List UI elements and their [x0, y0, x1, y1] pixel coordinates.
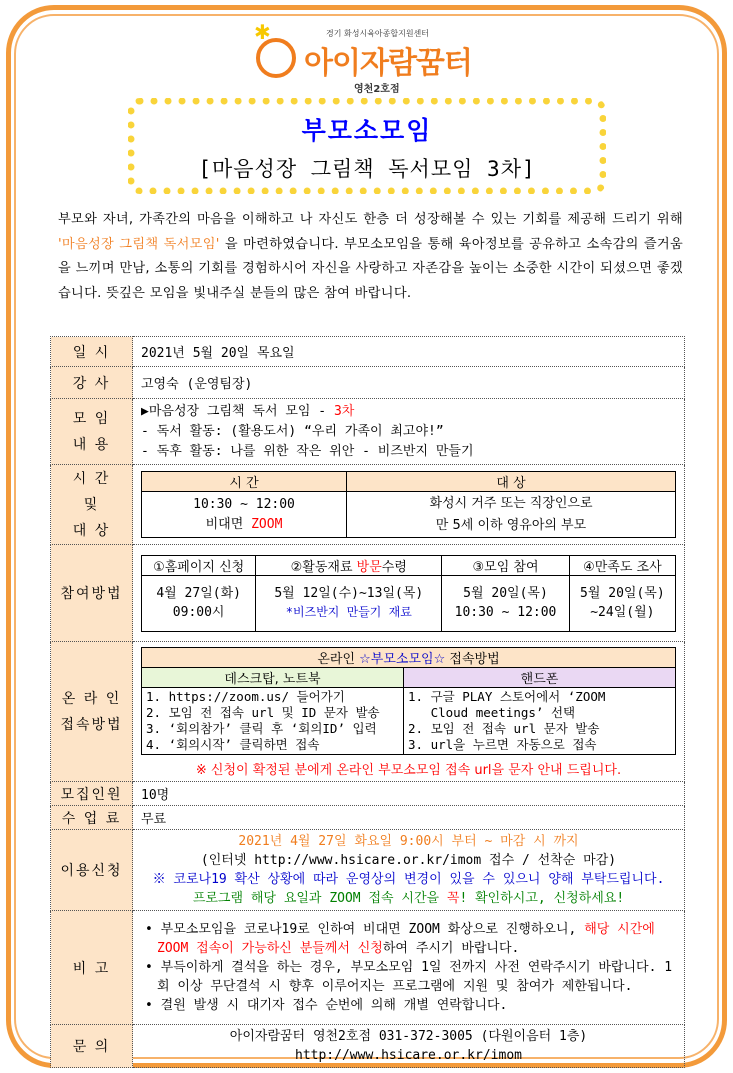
step-title: ④만족도 조사 [583, 559, 662, 575]
row-content [51, 399, 685, 465]
zoom-label: ZOOM [251, 516, 283, 532]
value-fee: 무료 [133, 806, 685, 830]
online-header-prefix: 온라인 [317, 652, 360, 667]
row-time [51, 465, 685, 545]
desktop-steps [142, 688, 404, 755]
page-title: 부모소모임 [301, 116, 433, 145]
apply-covid-notice: ※ 코로나19 확산 상황에 따라 운영상의 변경이 있을 수 있으니 양해 부탁드립니다. [152, 872, 665, 887]
step-detail: 09:00시 [172, 605, 225, 620]
mobile-step: 3. url을 누르면 자동으로 접속 [408, 737, 597, 752]
value-apply [133, 830, 685, 911]
note-1 [143, 920, 674, 958]
note-1-red: 해당 시간에 ZOOM 접속이 가능하신 분들께서 신청 [157, 922, 655, 956]
target-line-2: 만 5세 이하 영유아의 부모 [435, 517, 587, 533]
content-line-1-text: ▶마음성장 그림책 독서 모임 - [141, 403, 334, 419]
desktop-step: 4. ‘회의시작’ 클릭하면 접속 [146, 737, 320, 752]
intro-text-2: 을 마련하였습니다. 부모소모임을 통해 육아정보를 공유하고 소속감의 즐거움을 느끼며 만남, 소통의 기회를 경험하시어 자신을 사랑하고 자존감을 높이는 소중한 시간이 되셨으면 좋겠습니다. 뜻깊은 모임을 빛내주실 분들의 많은 참여 바랍니다. [58, 236, 684, 301]
step-header-4 [569, 555, 675, 575]
logo [250, 22, 500, 100]
header-target: 대 상 [347, 472, 676, 492]
logo-branch: 영천2호점 [354, 84, 400, 95]
time-mode-prefix: 비대면 [205, 516, 252, 532]
step-title-highlight: 방문 [356, 559, 382, 575]
label-lecturer: 강 사 [51, 367, 133, 399]
time-mode [142, 515, 346, 535]
contact-url[interactable]: http://www.hsicare.or.kr/imom [295, 1048, 522, 1063]
step-date: 5월 12일(수)~13일(목) [274, 586, 424, 601]
step-header-3 [442, 555, 569, 575]
intro-highlight: '마음성장 그림책 독서모임' [58, 236, 220, 252]
value-content [133, 399, 685, 465]
step-detail-3 [442, 575, 569, 631]
header-time: 시 간 [142, 472, 347, 492]
note-3: • 결원 발생 시 대기자 접수 순번에 의해 개별 연락합니다. [145, 998, 508, 1013]
label-method: 참여방법 [51, 545, 133, 642]
step-detail-1 [142, 575, 256, 631]
step-detail: ~24일(월) [590, 605, 655, 620]
mobile-header: 핸드폰 [404, 668, 676, 688]
logo-org: 경기 화성시육아종합지원센터 [326, 29, 430, 38]
time-cell [142, 492, 347, 538]
row-notes [51, 911, 685, 1025]
value-date: 2021년 5월 20일 목요일 [133, 337, 685, 367]
face-icon [256, 38, 296, 78]
label-fee: 수 업 료 [51, 806, 133, 830]
content-line-3: - 독후 활동: 나를 위한 작은 위안 - 비즈반지 만들기 [141, 443, 474, 459]
step-detail-4 [569, 575, 675, 631]
value-method [133, 545, 685, 642]
page-subtitle: [마음성장 그림책 독서모임 3차] [198, 157, 536, 181]
steps-table [141, 555, 676, 632]
desktop-step: 2. 모임 전 접속 url 및 ID 문자 발송 [146, 705, 380, 720]
step-title: ①홈페이지 신청 [153, 559, 245, 575]
time-table [141, 471, 676, 538]
mobile-step: Cloud meetings’ 선택 [408, 705, 576, 720]
row-fee [51, 806, 685, 830]
step-detail: *비즈반지 만들기 재료 [285, 605, 412, 619]
online-header [142, 648, 676, 668]
step-date: 4월 27일(화) [156, 586, 241, 601]
label-contact: 문 의 [51, 1025, 133, 1068]
title-box [128, 98, 606, 194]
online-notice: ※ 신청이 확정된 분에게 온라인 부모소모임 접속 url을 문자 안내 드립니다. [195, 763, 622, 778]
note-1-b: 하여 주시기 바랍니다. [382, 941, 520, 956]
label-content: 모 임 내 용 [51, 399, 133, 465]
apply-check-b: ! 확인하시고, 신청하세요! [459, 891, 625, 906]
content-session: 3차 [333, 403, 355, 419]
label-apply: 이용신청 [51, 830, 133, 911]
desktop-step: 1. https://zoom.us/ 들어가기 [146, 689, 345, 704]
value-contact [133, 1025, 685, 1068]
notes-list [143, 920, 674, 1015]
value-notes [133, 911, 685, 1025]
content-line-2: - 독서 활동: (활용도서) “우리 가족이 최고야!” [141, 423, 444, 439]
apply-check-a: 프로그램 해당 요일과 ZOOM 접속 시간을 [192, 891, 447, 906]
value-online [133, 642, 685, 782]
row-method [51, 545, 685, 642]
label-date: 일 시 [51, 337, 133, 367]
row-capacity [51, 782, 685, 806]
apply-check-red: 꼭 [446, 891, 460, 906]
step-header-1 [142, 555, 256, 575]
apply-period: 2021년 4월 27일 화요일 9:00시 부터 ~ 마감 시 까지 [238, 834, 579, 849]
row-lecturer [51, 367, 685, 399]
step-date: 5월 20일(목) [463, 586, 548, 601]
step-title: ②활동재료 [290, 559, 357, 575]
step-title-suffix: 수령 [381, 559, 407, 575]
star-icon: ✱ [254, 20, 271, 44]
target-cell [347, 492, 676, 538]
row-online [51, 642, 685, 782]
target-line-1: 화성시 거주 또는 직장인으로 [429, 495, 593, 511]
label-online: 온 라 인 접속방법 [51, 642, 133, 782]
mobile-steps [404, 688, 676, 755]
step-date: 5월 20일(목) [580, 586, 665, 601]
time-range: 10:30 ~ 12:00 [193, 496, 295, 512]
mobile-step: 2. 모임 전 접속 url 문자 발송 [408, 721, 600, 736]
value-time [133, 465, 685, 545]
row-contact [51, 1025, 685, 1068]
label-notes: 비 고 [51, 911, 133, 1025]
contact-info: 아이자람꿈터 영천2호점 031-372-3005 (다원이음터 1층) [229, 1029, 588, 1044]
online-header-suffix: 접속방법 [445, 652, 500, 667]
step-detail-2 [256, 575, 442, 631]
apply-url: (인터넷 http://www.hsicare.or.kr/imom 접수 / 선착순 마감) [200, 853, 617, 868]
logo-title: 아이자람꿈터 [304, 46, 472, 81]
mobile-step: 1. 구글 PLAY 스토어에서 ‘ZOOM [408, 689, 606, 704]
step-header-2 [256, 555, 442, 575]
info-table [50, 336, 685, 1068]
content-line-1 [141, 402, 676, 422]
apply-check-notice [141, 889, 676, 908]
label-time: 시 간 및 대 상 [51, 465, 133, 545]
desktop-step: 3. ‘회의참가’ 클릭 후 ‘회의ID’ 입력 [146, 721, 377, 736]
intro-paragraph [58, 208, 683, 306]
row-date [51, 337, 685, 367]
step-title: ③모임 참여 [472, 559, 539, 575]
note-2: • 부득이하게 결석을 하는 경우, 부모소모임 1일 전까지 사전 연락주시기 바랍니다. 1회 이상 무단결석 시 향후 이루어지는 프로그램에 지원 및 참여가 제한됩니다. [145, 960, 673, 994]
intro-text-1: 부모와 자녀, 가족간의 마음을 이해하고 나 자신도 한층 더 성장해볼 수 있는 기회를 제공해 드리기 위해 [58, 212, 683, 227]
online-header-event: ☆부모소모임☆ [359, 652, 446, 667]
label-capacity: 모집인원 [51, 782, 133, 806]
value-capacity: 10명 [133, 782, 685, 806]
row-apply [51, 830, 685, 911]
note-1-a: • 부모소모임을 코로나19로 인하여 비대면 ZOOM 화상으로 진행하오니, [145, 922, 585, 937]
desktop-header: 데스크탑, 노트북 [142, 668, 404, 688]
value-lecturer: 고영숙 (운영팀장) [133, 367, 685, 399]
step-detail: 10:30 ~ 12:00 [454, 605, 557, 620]
online-table [141, 647, 676, 755]
